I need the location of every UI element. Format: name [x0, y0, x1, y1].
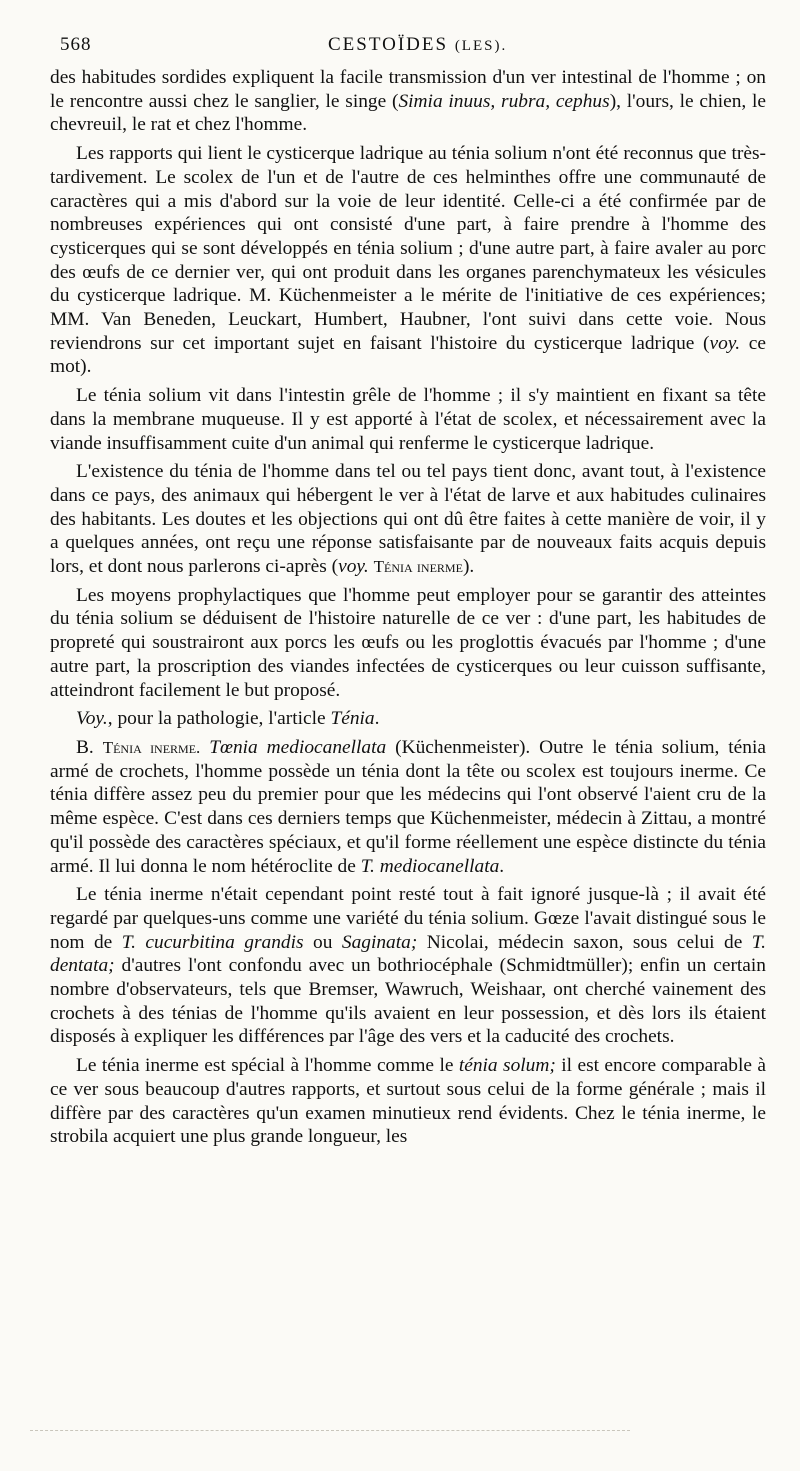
body-text — [50, 66, 766, 1154]
text-run: Nicolai, médecin saxon, sous celui de — [417, 931, 752, 953]
text-run: des habitudes sordides expliquent la facile transmission d'un ver intestinal de l'homme ; on le rencontre aussi chez le sanglier, le singe ( — [50, 67, 766, 112]
paragraph-p3 — [50, 384, 766, 455]
running-title-main: CESTOÏDES — [328, 34, 449, 55]
page-number: 568 — [60, 34, 92, 55]
italic-run: ténia solum; — [458, 1055, 556, 1077]
text-run: ce mot). — [50, 332, 766, 378]
text-run: (Küchenmeister). Outre le ténia solium, ténia armé de crochets, l'homme possède un ténia dont la tête ou scolex est toujours inerme. Ce ténia diffère assez peu du premier pour que les médecins qui l'ont observé l'aient cru de la même espèce. C'est dans ces derniers temps que Küchenmeister, médecin à Zittau, a montré qu'il possède des caractères spéciaux, et qu'il forme réellement une espèce distincte du ténia armé. Il lui donna le nom hétéroclite de — [50, 736, 766, 877]
small-caps-run: Ténia inerme. — [102, 737, 201, 757]
paragraph-p2 — [50, 142, 766, 379]
paragraph-p7 — [50, 736, 766, 878]
italic-run: voy. — [709, 332, 741, 354]
text-run: il est encore comparable à ce ver sous beaucoup d'autres rapports, et surtout sous celui de la forme générale ; mais il diffère par des caractères qu'un examen minutieux rend évidents. Chez le ténia inerme, le strobila acquiert une plus grande longueur, les — [50, 1055, 766, 1148]
text-run: ou — [303, 931, 342, 953]
running-title-sub: (LES). — [454, 38, 508, 54]
footer-rule — [30, 1430, 630, 1437]
italic-run: Voy. — [76, 708, 108, 730]
italic-run: voy. — [338, 556, 369, 578]
text-run: Les rapports qui lient le cysticerque ladrique au ténia solium n'ont été reconnus que très-tardivement. Le scolex de l'un et de l'autre de ces helminthes offre une communauté de caractères qui a mis d'abord sur la voie de leur identité. Celle-ci a été confirmée par de nombreuses expériences qui ont consisté d'une part, à faire prendre à l'homme des cysticerques qui se sont développés en ténia solium ; d'une autre part, à faire avaler au porc des œufs de ce dernier ver, qui ont produit dans les organes parenchymateux les vésicules du cysticerque ladrique. M. Küchenmeister a le mérite de l'initiative de ces expériences; MM. Van Beneden, Leuckart, Humbert, Haubner, l'ont suivi dans cette voie. Nous reviendrons sur cet important sujet en faisant l'histoire du cysticerque ladrique ( — [50, 143, 766, 354]
text-run: d'autres l'ont confondu avec un bothriocéphale (Schmidtmüller); enfin un certain nombre d'observateurs, tels que Bremser, Wawruch, Weishaar, ont cherché vainement des crochets à des ténias de l'homme qu'ils avaient en leur possession, et dès lors ils étaient disposés à expliquer les différences par l'âge des vers et la caducité des crochets. — [50, 955, 766, 1048]
text-run: Le ténia inerme n'était cependant point resté tout à fait ignoré jusque-là ; il avait été regardé par quelques-uns comme une variété du ténia solium. Gœze l'avait distingué sous le nom de — [50, 884, 766, 953]
paragraph-p4 — [50, 460, 766, 579]
paragraph-p6 — [50, 707, 766, 731]
italic-run: T. cucurbitina grandis — [121, 931, 304, 953]
text-run: L'existence du ténia de l'homme dans tel ou tel pays tient donc, avant tout, à l'existence dans ce pays, des animaux qui hébergent le ver à l'état de larve et aux habitudes culinaires des habitants. Les doutes et les objections qui ont dû être faites à cette manière de voir, il y a quelques années, ont reçu une réponse satisfaisante par de nouveaux faits acquis depuis lors, et dont nous parlerons ci-après ( — [50, 461, 766, 578]
page-header — [60, 34, 760, 60]
paragraph-p9 — [50, 1054, 766, 1149]
italic-run: Tœnia mediocanellata — [209, 736, 387, 758]
paragraph-p5 — [50, 584, 766, 703]
text-run — [200, 737, 209, 758]
running-title — [328, 34, 507, 56]
text-run: . — [374, 708, 380, 730]
italic-run: Ténia — [330, 708, 375, 730]
paragraph-p8 — [50, 883, 766, 1049]
paragraph-p1 — [50, 66, 766, 137]
italic-run: Saginata; — [341, 931, 418, 953]
text-run: B. — [76, 736, 103, 758]
text-run: Le ténia inerme est spécial à l'homme comme le — [76, 1055, 459, 1077]
text-run: Le ténia solium vit dans l'intestin grêle de l'homme ; il s'y maintient en fixant sa tête dans la membrane muqueuse. Il y est apporté à l'état de scolex, et nécessairement avec la viande insuffisamment cuite d'un animal qui renferme le cysticerque ladrique. — [50, 385, 766, 454]
text-run: Les moyens prophylactiques que l'homme peut employer pour se garantir des atteintes du ténia solium se déduisent de l'histoire naturelle de ce ver : d'une part, les habitudes de propreté qui soustrairont aux porcs les œufs ou les proglottis évacués par l'homme ; d'une autre part, la proscription des viandes infectées de cysticerques ou leur cuisson suffisante, atteindront facilement le but proposé. — [50, 584, 766, 701]
text-run: ), l'ours, le chien, le chevreuil, le rat et chez l'homme. — [50, 90, 767, 136]
text-run: ). — [462, 556, 475, 578]
italic-run: T. dentata; — [50, 931, 766, 977]
small-caps-run: Ténia inerme — [373, 557, 463, 577]
text-run: , pour la pathologie, l'article — [107, 708, 331, 730]
text-run: . — [499, 855, 505, 877]
italic-run: Simia inuus, rubra, cephus — [398, 90, 610, 112]
italic-run: T. mediocanellata — [360, 855, 500, 877]
